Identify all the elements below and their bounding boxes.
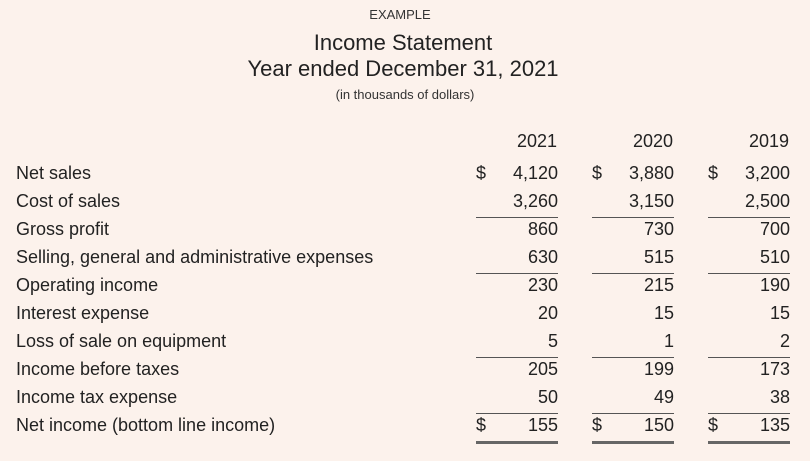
- row-label: Income before taxes: [16, 359, 180, 379]
- value-cell: [708, 386, 790, 408]
- value-text: 4,120: [512, 163, 558, 183]
- subtotal-rule: [708, 357, 790, 358]
- value-text: 700: [759, 219, 790, 239]
- value-cell: [476, 246, 558, 268]
- value-cell: [476, 358, 558, 380]
- value-cell: [708, 302, 790, 324]
- row-label: Net income (bottom line income): [16, 415, 276, 435]
- value-cell: [476, 302, 558, 324]
- value-cell: [592, 162, 674, 184]
- value-cell: [708, 162, 790, 184]
- row-label: Interest expense: [16, 303, 150, 323]
- value-text: 38: [769, 387, 790, 407]
- value-cell: [592, 414, 674, 436]
- subtotal-rule: [592, 357, 674, 358]
- value-cell: [476, 218, 558, 240]
- value-text: 135: [759, 415, 790, 435]
- currency-symbol: $: [592, 415, 603, 435]
- value-cell: [592, 386, 674, 408]
- value-text: 215: [643, 275, 674, 295]
- value-cell: [476, 330, 558, 352]
- subtotal-rule: [476, 413, 558, 414]
- value-text: 515: [643, 247, 674, 267]
- example-label: EXAMPLE: [369, 7, 431, 22]
- subtotal-rule: [592, 273, 674, 274]
- column-header-2019: 2019: [748, 131, 789, 151]
- value-cell: [708, 246, 790, 268]
- value-text: 630: [527, 247, 558, 267]
- total-double-rule: [476, 441, 558, 444]
- currency-symbol: $: [708, 415, 719, 435]
- subtotal-rule: [592, 217, 674, 218]
- value-text: 15: [653, 303, 674, 323]
- value-cell: [708, 330, 790, 352]
- column-header-2021: 2021: [516, 131, 557, 151]
- currency-symbol: $: [476, 415, 487, 435]
- value-text: 20: [537, 303, 558, 323]
- subtotal-rule: [708, 413, 790, 414]
- value-cell: [708, 190, 790, 212]
- value-cell: [708, 218, 790, 240]
- value-text: 199: [643, 359, 674, 379]
- value-text: 155: [527, 415, 558, 435]
- value-cell: [592, 218, 674, 240]
- value-cell: [708, 358, 790, 380]
- value-text: 730: [643, 219, 674, 239]
- subtotal-rule: [476, 357, 558, 358]
- statement-period: Year ended December 31, 2021: [247, 56, 559, 81]
- column-header-2020: 2020: [632, 131, 673, 151]
- value-cell: [592, 358, 674, 380]
- value-text: 3,200: [744, 163, 790, 183]
- row-label: Selling, general and administrative expenses: [16, 247, 374, 267]
- value-text: 15: [769, 303, 790, 323]
- value-cell: [476, 386, 558, 408]
- total-double-rule: [708, 441, 790, 444]
- value-cell: [476, 414, 558, 436]
- value-text: 1: [663, 331, 674, 351]
- value-cell: [476, 274, 558, 296]
- value-text: 3,260: [512, 191, 558, 211]
- currency-symbol: $: [708, 163, 719, 183]
- value-cell: [592, 302, 674, 324]
- value-text: 2,500: [744, 191, 790, 211]
- value-text: 50: [537, 387, 558, 407]
- subtotal-rule: [708, 217, 790, 218]
- total-double-rule: [592, 441, 674, 444]
- value-cell: [476, 190, 558, 212]
- value-cell: [708, 414, 790, 436]
- statement-title: Income Statement: [313, 30, 493, 55]
- value-cell: [708, 274, 790, 296]
- row-label: Operating income: [16, 275, 159, 295]
- subtotal-rule: [476, 273, 558, 274]
- value-text: 510: [759, 247, 790, 267]
- value-text: 3,150: [628, 191, 674, 211]
- value-text: 190: [759, 275, 790, 295]
- units-note: (in thousands of dollars): [335, 87, 475, 102]
- value-text: 230: [527, 275, 558, 295]
- currency-symbol: $: [592, 163, 603, 183]
- value-cell: [592, 190, 674, 212]
- subtotal-rule: [708, 273, 790, 274]
- row-label: Income tax expense: [16, 387, 178, 407]
- value-cell: [592, 246, 674, 268]
- value-cell: [592, 330, 674, 352]
- value-text: 173: [759, 359, 790, 379]
- row-label: Cost of sales: [16, 191, 121, 211]
- value-text: 860: [527, 219, 558, 239]
- value-cell: [476, 162, 558, 184]
- value-text: 150: [643, 415, 674, 435]
- value-text: 5: [547, 331, 558, 351]
- value-text: 205: [527, 359, 558, 379]
- row-label: Gross profit: [16, 219, 110, 239]
- row-label: Loss of sale on equipment: [16, 331, 227, 351]
- row-label: Net sales: [16, 163, 92, 183]
- subtotal-rule: [592, 413, 674, 414]
- value-text: 2: [779, 331, 790, 351]
- currency-symbol: $: [476, 163, 487, 183]
- value-cell: [592, 274, 674, 296]
- value-text: 49: [653, 387, 674, 407]
- subtotal-rule: [476, 217, 558, 218]
- value-text: 3,880: [628, 163, 674, 183]
